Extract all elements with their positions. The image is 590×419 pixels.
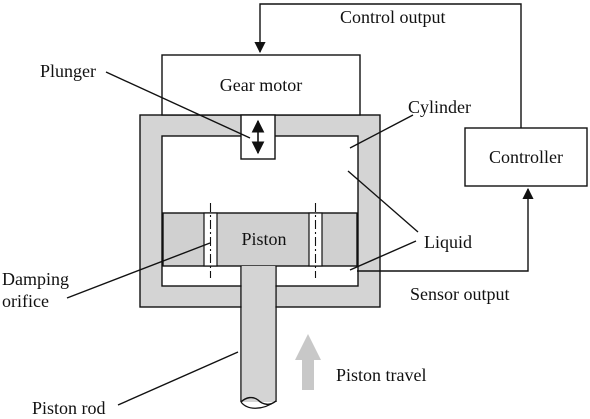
gear-motor-label: Gear motor [219, 75, 303, 95]
piston-rod [241, 266, 276, 408]
damping-label-line1: Damping [2, 269, 69, 289]
piston-rod-label: Piston rod [32, 398, 106, 418]
control-output-label: Control output [340, 7, 446, 27]
cylinder-label: Cylinder [408, 97, 471, 117]
piston-travel-label: Piston travel [336, 365, 427, 385]
piston-label: Piston [241, 229, 287, 249]
piston-rod-leader [118, 352, 238, 405]
damping-label-line2: orifice [2, 291, 49, 311]
sensor-output-label: Sensor output [410, 284, 510, 304]
plunger-label: Plunger [40, 61, 96, 81]
piston-travel-arrow-icon [295, 334, 321, 390]
liquid-label: Liquid [424, 232, 472, 252]
controller-label: Controller [489, 147, 563, 167]
